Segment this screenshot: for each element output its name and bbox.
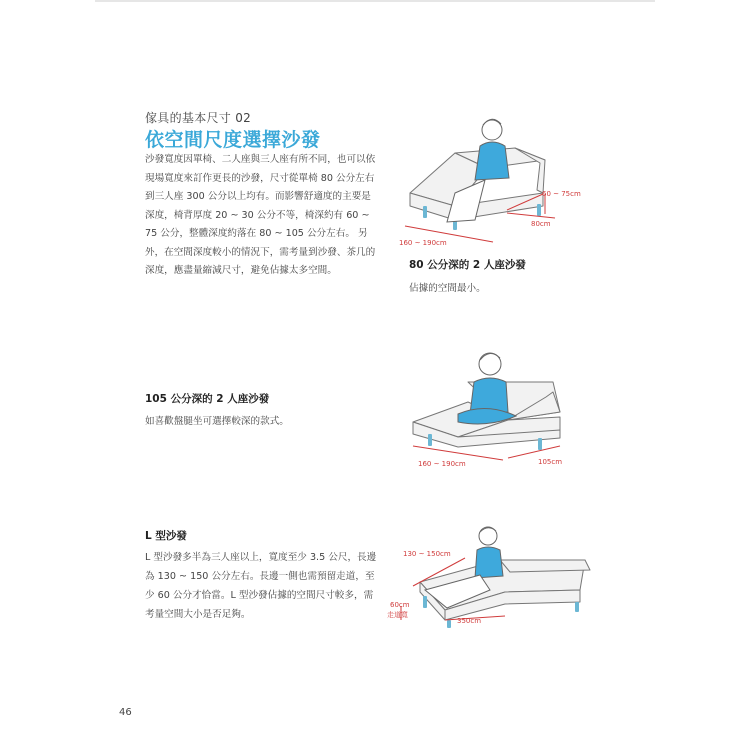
sofa-105-desc: 如喜歡盤腿坐可選擇較深的款式。 <box>145 416 289 427</box>
dim-long-side: 130 ~ 150cm <box>403 550 451 558</box>
dim-width: 160 ~ 190cm <box>399 239 447 247</box>
sofa-105-illustration <box>408 342 578 472</box>
dim-width: 350cm <box>457 617 482 625</box>
intro-paragraph: 沙發寬度因單椅、二人座與三人座有所不同，也可以依現場寬度來訂作更長的沙發，尺寸從單椅 80 公分左右到三人座 300 公分以上均有。而影響舒適度的主要是深度，椅背厚度 20 ~ 30 公分不等，椅深約有 60 ~ 75 公分，整體深度約落在 80 ~ 105 公分左右。 另外，在空間深度較小的情況下，需考量到沙發、茶几的深度，應盡量縮減尺寸，避免佔據太多空間。 <box>145 154 376 276</box>
sofa-80-desc: 佔據的空間最小。 <box>409 283 486 294</box>
sofa-l-heading: L 型沙發 <box>145 530 187 542</box>
sofa-l-desc: L 型沙發多半為三人座以上，寬度至少 3.5 公尺，長邊為 130 ~ 150 公分左右。長邊一側也需預留走道，至少 60 公分才恰當。L 型沙發佔據的空間尺寸較多，需考量空間大小是否足夠。 <box>145 552 377 620</box>
page-number: 46 <box>119 707 132 718</box>
sofa-105-heading: 105 公分深的 2 人座沙發 <box>145 393 270 405</box>
sofa-l-illustration <box>385 520 600 630</box>
dim-seat-depth: 60 ~ 75cm <box>542 190 581 198</box>
section-subtitle: 傢具的基本尺寸 02 <box>145 111 252 125</box>
dim-width: 160 ~ 190cm <box>418 460 466 468</box>
top-rule <box>95 0 655 2</box>
sofa-80-illustration <box>395 108 605 258</box>
dim-aisle-label: 走道寬 <box>387 611 408 619</box>
dim-depth: 80cm <box>531 220 551 228</box>
dim-aisle: 60cm <box>390 601 410 609</box>
dim-depth: 105cm <box>538 458 563 466</box>
section-title: 依空間尺度選擇沙發 <box>145 129 321 151</box>
sofa-80-heading: 80 公分深的 2 人座沙發 <box>409 259 526 271</box>
